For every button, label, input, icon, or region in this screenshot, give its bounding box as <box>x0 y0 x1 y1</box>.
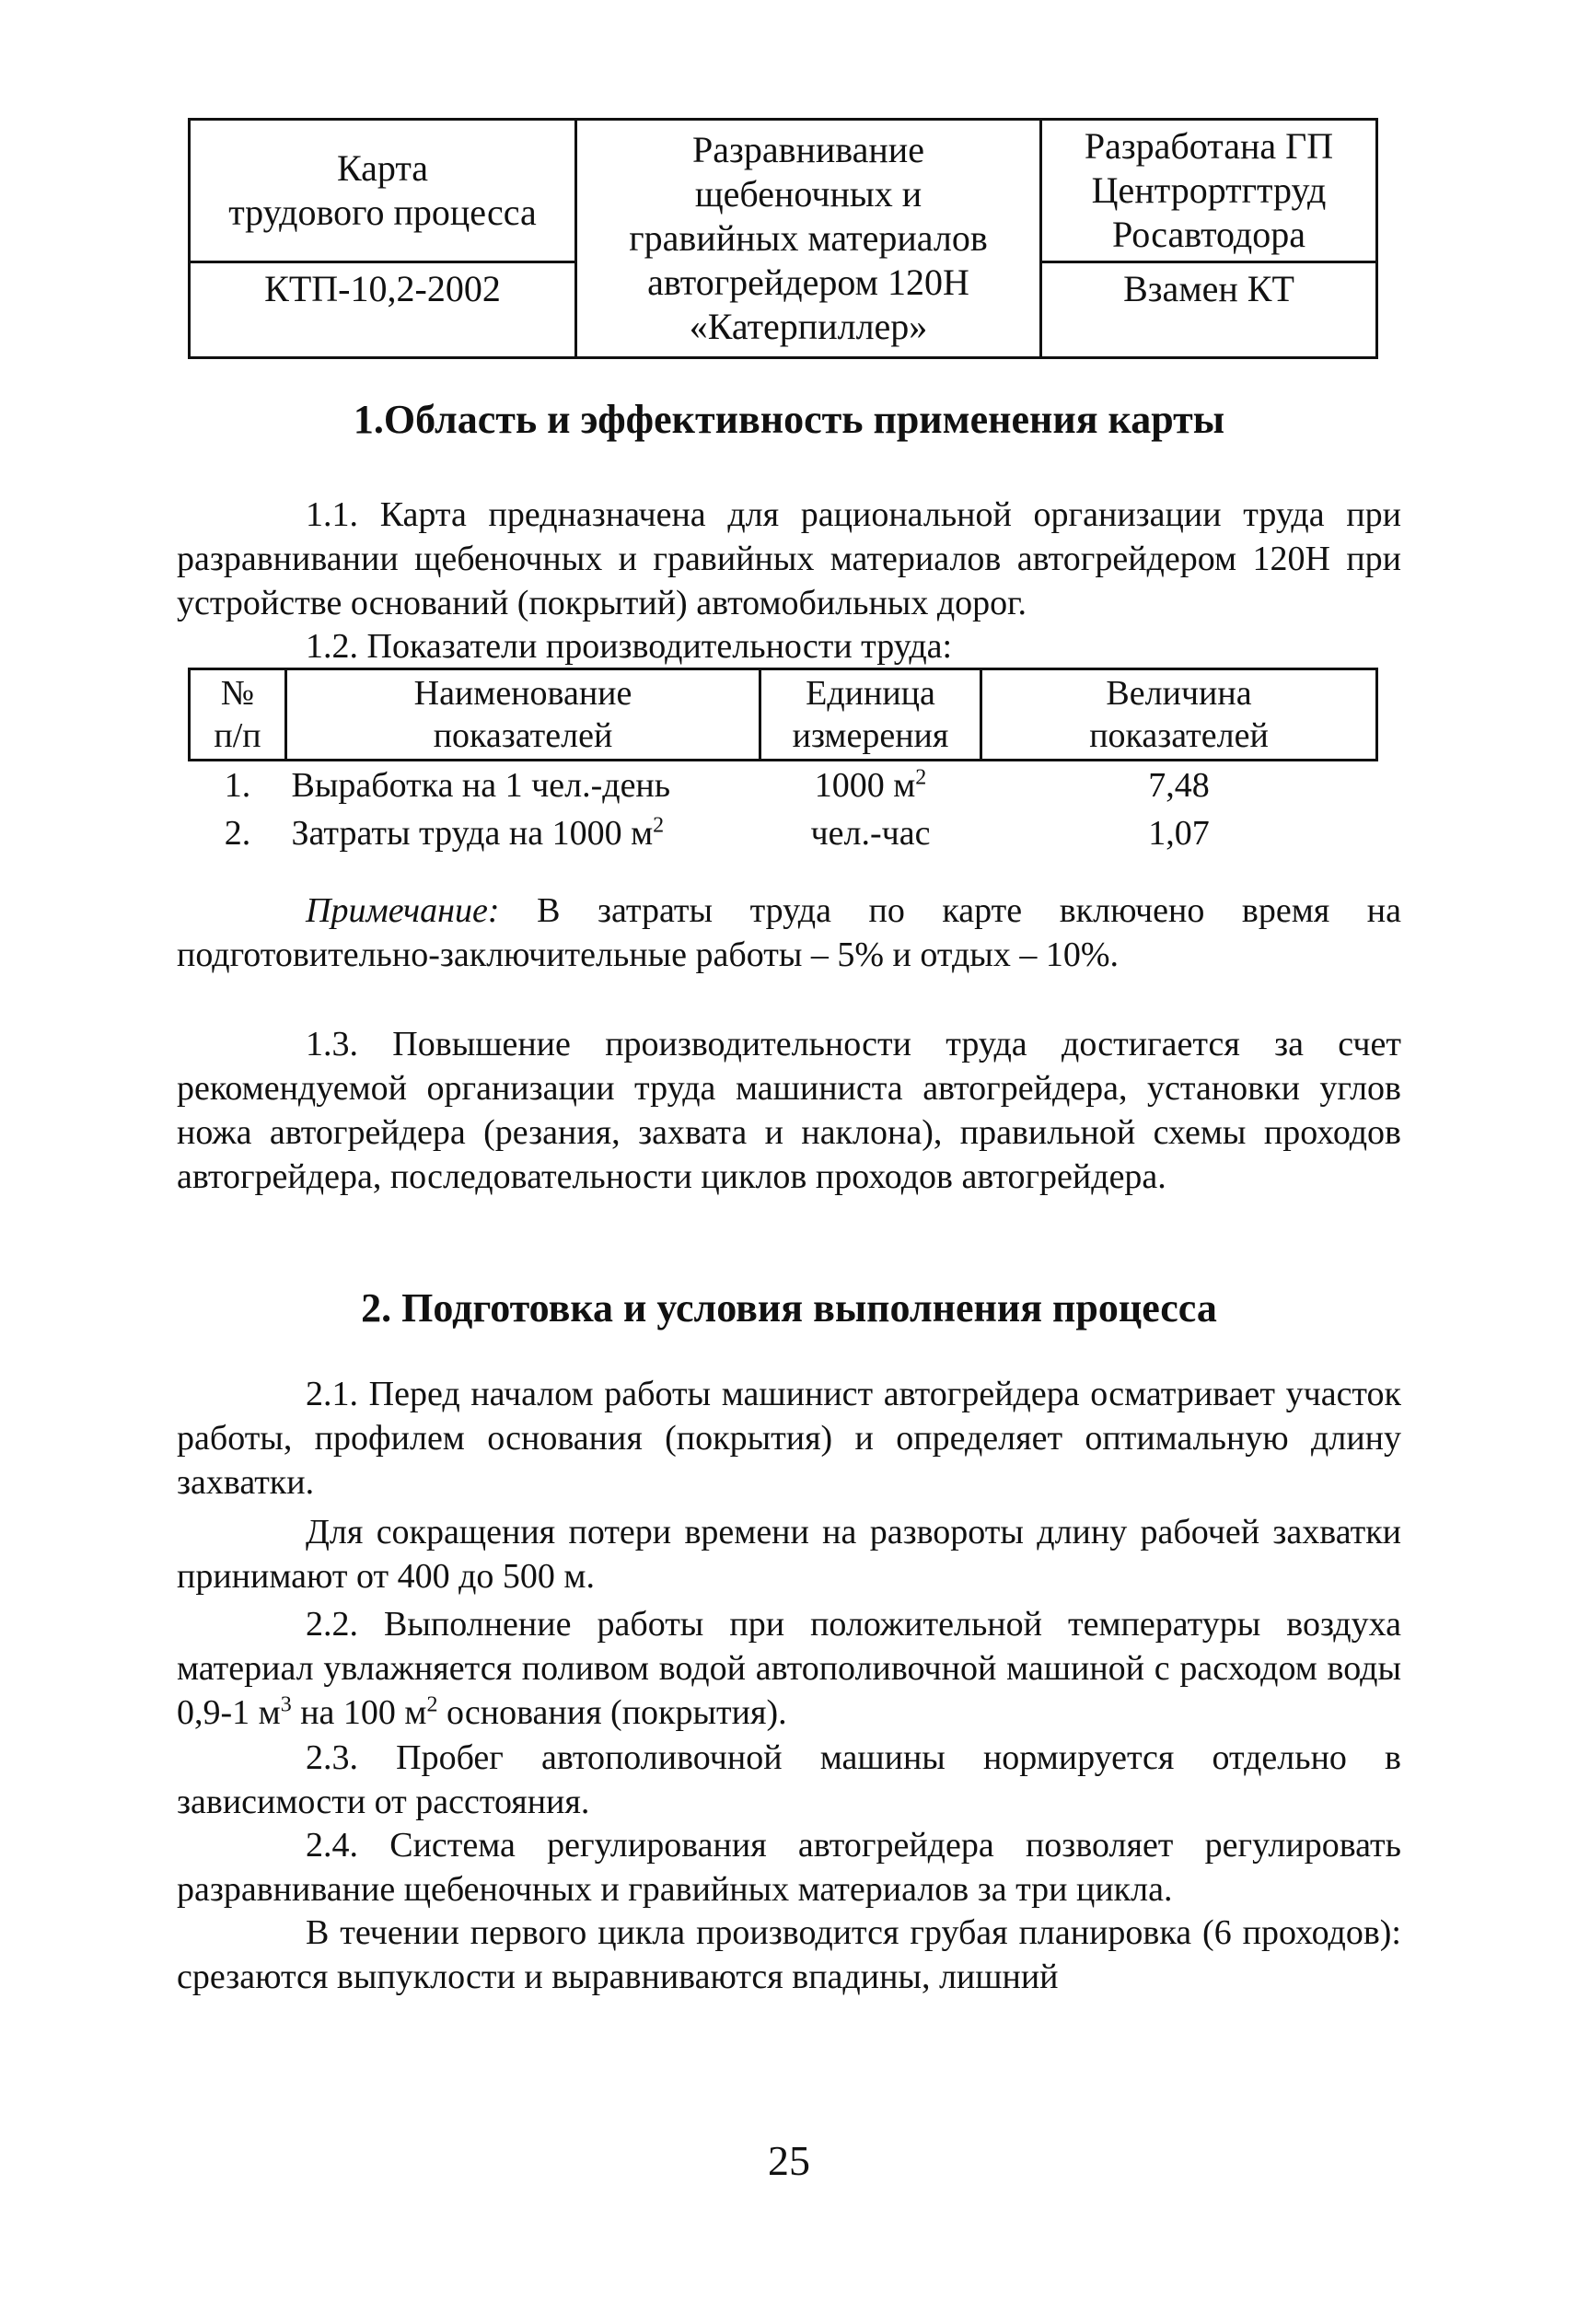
col-num-line2: п/п <box>214 716 261 755</box>
process-title-line2: щебеночных и <box>694 173 922 215</box>
replaces-cell: Взамен КТ <box>1041 262 1377 358</box>
paragraph-2-1b: Для сокращения потери времени на развороты длину рабочей захватки принимают от 400 до 500 м. <box>177 1513 1401 1596</box>
paragraph-2-2 <box>177 1602 1401 1735</box>
col-value-header <box>981 669 1377 761</box>
card-code-cell: КТП-10,2-2002 <box>190 262 576 358</box>
cubic-superscript: 3 <box>280 1692 292 1717</box>
paragraph-1-1: 1.1. Карта предназначена для рациональной организации труда при разравнивании щебеночных и гравийных материалов автогрейдером 120Н при устройстве оснований (покрытий) автомобильных дорог. <box>177 495 1401 622</box>
row-indicator-name <box>286 809 760 857</box>
row-value: 1,07 <box>1148 814 1210 853</box>
row-number: 2. <box>224 814 251 853</box>
card-label-line2: трудового процесса <box>228 192 537 233</box>
row-value: 7,48 <box>1148 766 1210 805</box>
row-unit-superscript: 2 <box>915 765 927 790</box>
indicators-header-row <box>190 669 1377 761</box>
paragraph-2-4b: В течении первого цикла производится грубая планировка (6 проходов): срезаются выпуклости и выравниваются впадины, лишний <box>177 1913 1401 1996</box>
col-num-line1: № <box>220 674 255 713</box>
row-name-superscript: 2 <box>653 813 665 838</box>
row-unit-text: 1000 м <box>814 766 916 805</box>
col-name-header <box>286 669 760 761</box>
indicators-table <box>188 668 1378 857</box>
section2-heading: 2. Подготовка и условия выполнения процесса <box>361 1285 1217 1330</box>
page-number: 25 <box>768 2137 810 2184</box>
developer-cell <box>1041 120 1377 262</box>
header-table <box>188 118 1378 359</box>
process-title-line4: автогрейдером 120Н <box>647 261 969 303</box>
row-unit <box>760 761 981 810</box>
col-unit-line2: измерения <box>792 716 949 755</box>
process-title-cell <box>576 120 1041 358</box>
row-unit: чел.-час <box>810 814 931 853</box>
paragraph-2-2-part2: на 100 м <box>291 1693 427 1732</box>
square-superscript: 2 <box>426 1692 438 1717</box>
row-number: 1. <box>224 766 251 805</box>
row-indicator-name: Выработка на 1 чел.-день <box>291 766 671 805</box>
developer-line1: Разработана ГП <box>1084 125 1334 167</box>
col-unit-line1: Единица <box>806 674 935 713</box>
developer-line2: Центрортгтруд <box>1091 169 1327 211</box>
paragraph-2-4: 2.4. Система регулирования автогрейдера позволяет регулировать разравнивание щебеночных и гравийных материалов за три цикла. <box>177 1826 1401 1909</box>
note-text: В затраты труда по карте включено время на подготовительно-заключительные работы – 5% и отдых – 10%. <box>177 891 1401 974</box>
col-name-line2: показателей <box>433 716 613 755</box>
note-label: Примечание: <box>306 891 500 930</box>
col-name-line1: Наименование <box>413 674 632 713</box>
col-val-line2: показателей <box>1089 716 1269 755</box>
table-row <box>190 809 1377 857</box>
card-label-cell <box>190 120 576 262</box>
paragraph-2-3: 2.3. Пробег автополивочной машины нормируется отдельно в зависимости от расстояния. <box>177 1738 1401 1821</box>
card-label-line1: Карта <box>336 147 429 189</box>
row-indicator-name-text: Затраты труда на 1000 м <box>291 814 654 853</box>
paragraph-2-2-part1: 2.2. Выполнение работы при положительной температуры воздуха материал увлажняется поливом водой автополивочной машиной с расходом воды 0,9-1 м <box>177 1605 1401 1732</box>
process-title-line1: Разравнивание <box>692 129 924 170</box>
col-val-line1: Величина <box>1106 674 1252 713</box>
developer-line3: Росавтодора <box>1111 214 1306 255</box>
paragraph-2-2-part3: основания (покрытия). <box>437 1693 787 1732</box>
col-num-header <box>190 669 286 761</box>
section1-heading: 1.Область и эффективность применения карты <box>353 397 1225 442</box>
paragraph-2-1: 2.1. Перед началом работы машинист автогрейдера осматривает участок работы, профилем основания (покрытия) и определяет оптимальную длину захватки. <box>177 1375 1401 1502</box>
col-unit-header <box>760 669 981 761</box>
paragraph-1-3: 1.3. Повышение производительности труда достигается за счет рекомендуемой организации труда машиниста автогрейдера, установки углов ножа автогрейдера (резания, захвата и наклона), правильной схемы проходов автогрейдера, последовательности циклов проходов автогрейдера. <box>177 1025 1401 1196</box>
note-paragraph <box>177 889 1401 977</box>
table-row <box>190 761 1377 810</box>
paragraph-1-2: 1.2. Показатели производительности труда: <box>306 627 953 666</box>
process-title-line5: «Катерпиллер» <box>689 306 928 347</box>
process-title-line3: гравийных материалов <box>629 217 988 259</box>
